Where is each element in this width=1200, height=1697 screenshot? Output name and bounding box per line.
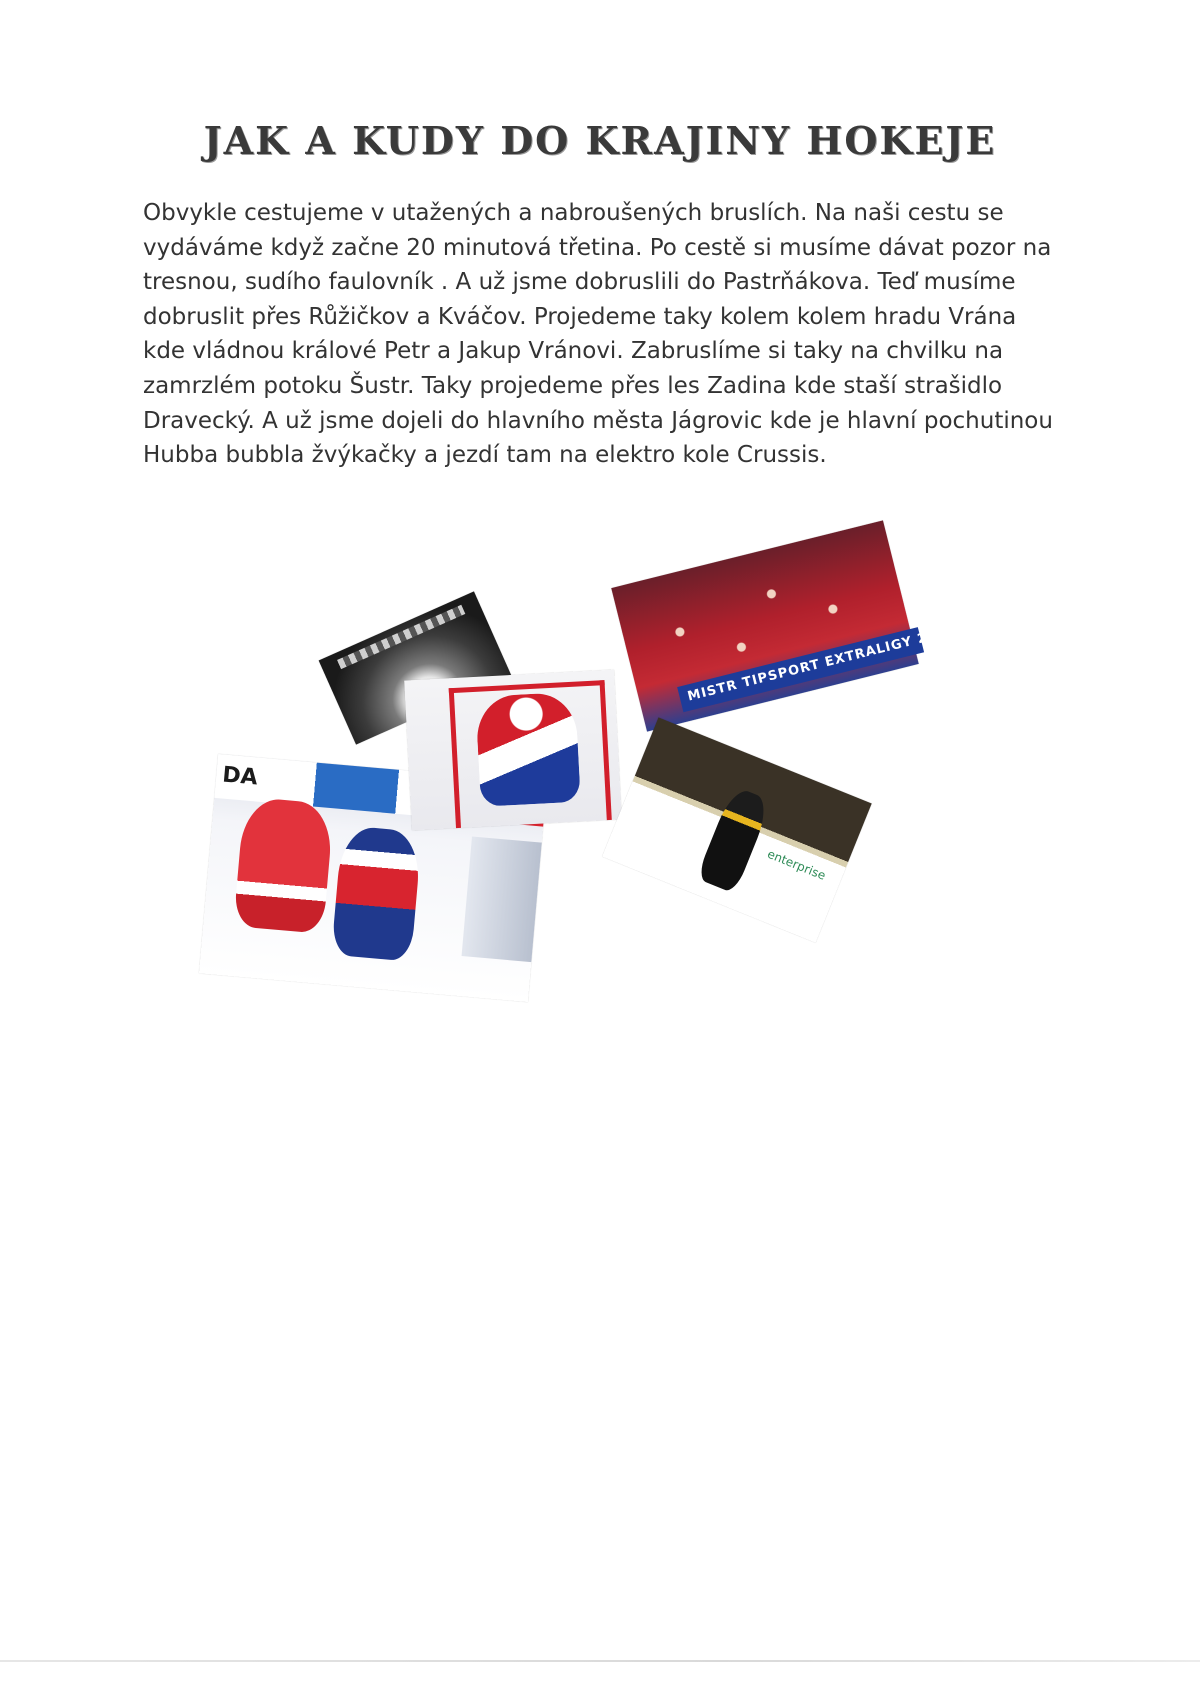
story-line: dobruslit přes Růžičkov a Kváčov. Projedeme taky kolem kolem hradu Vrána <box>143 303 1017 330</box>
goalie-figure <box>475 692 581 807</box>
story-paragraph <box>143 196 1073 473</box>
page-title: JAK A KUDY DO KRAJINY HOKEJE <box>203 118 997 163</box>
story-line: vydáváme když začne 20 minutová třetina. Po cestě si musíme dávat pozor na <box>143 234 1052 261</box>
rink-board-text: DA <box>221 762 259 791</box>
story-line: Hubba bubbla žvýkačky a jezdí tam na elektro kole Crussis. <box>143 442 827 469</box>
player-red <box>233 797 334 934</box>
page-scan-edge <box>0 1660 1200 1662</box>
story-line: tresnou, sudího faulovník . A už jsme dobruslili do Pastrňákova. Teď musíme <box>143 269 1016 296</box>
goal-post-left <box>449 688 461 828</box>
goal-post-right <box>599 680 611 820</box>
player-czech <box>331 825 422 961</box>
story-line: zamrzlém potoku Šustr. Taky projedeme přes les Zadina kde staší strašidlo <box>143 372 1003 399</box>
goalie-photo <box>404 670 622 831</box>
goal-crossbar <box>449 680 605 693</box>
celebration-photo <box>611 520 974 731</box>
sponsor-logo: enterprise <box>765 846 828 883</box>
bruins-player-figure <box>696 785 772 893</box>
story-line: Obvykle cestujeme v utažených a nabroušených bruslích. Na naši cestu se <box>143 200 1004 226</box>
bruins-player-photo <box>602 717 871 942</box>
story-line: kde vládnou králové Petr a Jakup Vránovi. Zabruslíme si taky na chvilku na <box>143 338 1004 365</box>
rink-glass <box>462 836 542 962</box>
championship-banner: MISTR TIPSPORT EXTRALIGY 2020/2 <box>677 627 924 712</box>
story-line: Dravecký. A už jsme dojeli do hlavního města Jágrovic kde je hlavní pochutinou <box>143 407 1053 434</box>
